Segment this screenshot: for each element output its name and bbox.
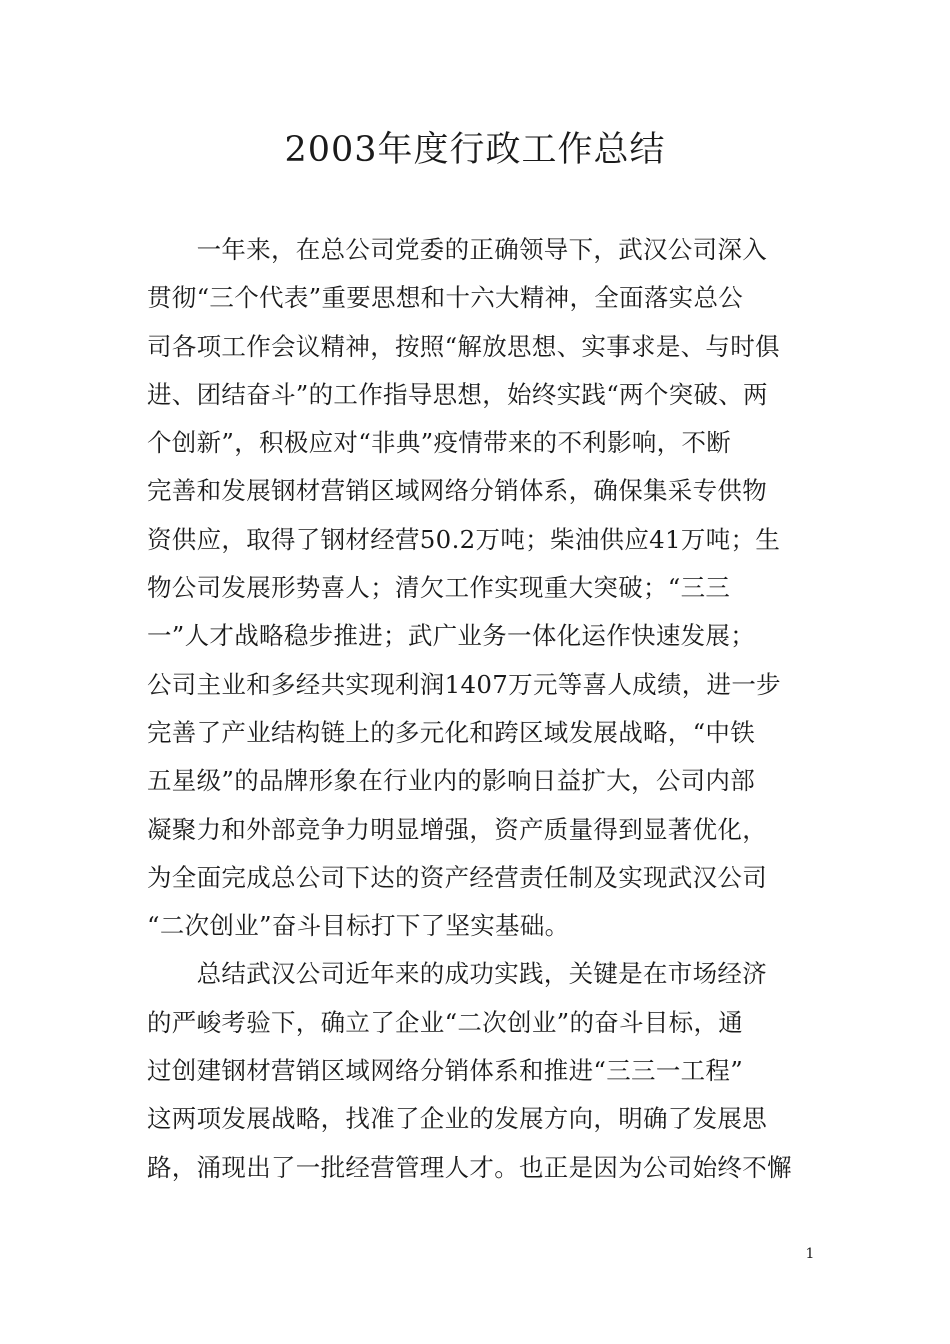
body-line: 完善了产业结构链上的多元化和跨区域发展战略，“中铁	[147, 717, 756, 747]
body-line: 的严峻考验下，确立了企业“二次创业”的奋斗目标，通	[147, 1007, 744, 1037]
body-line: 过创建钢材营销区域网络分销体系和推进“三三一工程”	[147, 1056, 744, 1086]
body-line: 五星级”的品牌形象在行业内的影响日益扩大，公司内部	[147, 766, 756, 796]
body-line: “二次创业”奋斗目标打下了坚实基础。	[147, 911, 570, 941]
document-title: 2003年度行政工作总结	[284, 130, 666, 170]
body-line: 司各项工作会议精神，按照“解放思想、实事求是、与时俱	[147, 331, 780, 361]
page-number: 1	[805, 1246, 815, 1262]
body-line: 这两项发展战略，找准了企业的发展方向，明确了发展思	[147, 1104, 767, 1134]
body-line: 完善和发展钢材营销区域网络分销体系，确保集采专供物	[147, 476, 767, 506]
document-body	[147, 226, 812, 1192]
body-line: 贯彻“三个代表”重要思想和十六大精神，全面落实总公	[147, 283, 744, 313]
body-line: 总结武汉公司近年来的成功实践，关键是在市场经济	[147, 959, 767, 989]
body-line: 凝聚力和外部竞争力明显增强，资产质量得到显著优化，	[147, 814, 767, 844]
body-line: 一年来，在总公司党委的正确领导下，武汉公司深入	[147, 235, 767, 264]
body-line: 个创新”，积极应对“非典”疫情带来的不利影响，不断	[147, 428, 732, 458]
body-line: 资供应，取得了钢材经营50.2万吨；柴油供应41万吨；生	[147, 524, 781, 554]
body-line: 一”人才战略稳步推进；武广业务一体化运作快速发展；	[147, 621, 756, 651]
body-line: 为全面完成总公司下达的资产经营责任制及实现武汉公司	[147, 862, 767, 892]
body-line: 路，涌现出了一批经营管理人才。也正是因为公司始终不懈	[147, 1152, 792, 1182]
body-line: 物公司发展形势喜人；清欠工作实现重大突破；“三三	[147, 573, 731, 603]
body-line: 进、团结奋斗”的工作指导思想，始终实践“两个突破、两	[147, 379, 768, 409]
body-line: 公司主业和多经共实现利润1407万元等喜人成绩，进一步	[147, 669, 781, 699]
